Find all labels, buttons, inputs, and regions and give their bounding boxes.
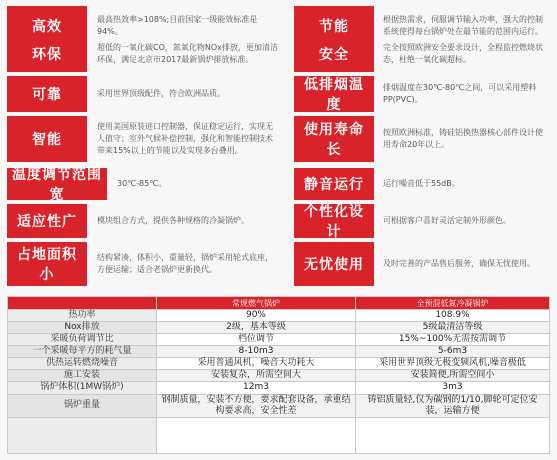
feature-description: 模块组合方式，提供各种规格的冷凝锅炉。 xyxy=(97,216,249,225)
feature-label: 适应性广 xyxy=(7,204,87,238)
table-header-cell: 常规燃气锅炉 xyxy=(157,297,356,310)
feature-label: 可靠 xyxy=(7,76,87,112)
table-row xyxy=(8,322,550,334)
row-label: 施工安装 xyxy=(8,370,157,382)
feature-description: 按照欧洲标准，铸硅铝换热器核心部件设计使用寿命20年以上。 xyxy=(383,128,543,149)
table-cell xyxy=(356,417,550,453)
table-cell: 12m3 xyxy=(157,382,356,394)
feature-label: 智能 xyxy=(7,116,87,162)
feature-label: 使用寿命长 xyxy=(294,116,374,162)
table-row xyxy=(8,382,550,394)
table-cell: 铸铝质量轻,仅为碳钢的1/10,脚轮可定位安装，运输方便 xyxy=(356,394,550,417)
table-cell: 安装简便,所需空间小 xyxy=(356,370,550,382)
table-row xyxy=(8,417,550,453)
feature-description: 排烟温度在30℃-80℃之间，可以采用塑料PP(PVC)。 xyxy=(383,83,537,104)
comparison-table xyxy=(7,296,550,454)
feature-label: 高效 xyxy=(7,6,87,46)
table-cell: 采用普通风机，噪音大功耗大 xyxy=(157,358,356,370)
table-cell: 90% xyxy=(157,310,356,322)
row-label: 一个采暖每平方的耗气量 xyxy=(8,346,157,358)
feature-description: 结构紧凑，体积小，重量轻，锅炉采用轮式底座，方便运输；适合老锅炉更新换代。 xyxy=(97,253,273,274)
feature-label: 占地面积小 xyxy=(7,242,87,286)
feature-description: 可根据客户喜好灵活定制外形颜色。 xyxy=(383,216,511,225)
table-cell: 2级，基本等级 xyxy=(157,322,356,334)
feature-row xyxy=(7,76,550,112)
feature-row xyxy=(7,204,550,238)
feature-label: 无忧使用 xyxy=(294,242,374,286)
feature-label: 温度调节范围宽 xyxy=(7,168,107,200)
row-label xyxy=(8,417,157,453)
feature-row xyxy=(7,36,550,72)
feature-description: 30℃-85℃。 xyxy=(117,179,167,188)
row-label: 锅炉体积(1MW锅炉) xyxy=(8,382,157,394)
table-cell: 108.9% xyxy=(356,310,550,322)
table-row xyxy=(8,346,550,358)
table-cell: 8-10m3 xyxy=(157,346,356,358)
table-row xyxy=(8,394,550,417)
feature-row xyxy=(7,167,550,203)
feature-row xyxy=(7,242,550,286)
feature-label: 个性化设计 xyxy=(294,204,374,238)
row-label: 供热运转燃烧噪音 xyxy=(8,358,157,370)
table-row xyxy=(8,310,550,322)
row-label: 采暖负荷调节比 xyxy=(8,334,157,346)
table-row xyxy=(8,334,550,346)
feature-label: 节能 xyxy=(294,6,374,46)
feature-description: 完全按照欧洲安全要求设计，全程监控燃烧状态，杜绝一氧化碳超标。 xyxy=(383,43,543,64)
feature-description: 采用世界顶级配件，符合欧洲品质。 xyxy=(97,89,225,98)
feature-row xyxy=(7,116,550,162)
feature-description: 运行噪音低于55dB。 xyxy=(383,179,460,188)
row-label: 锅炉重量 xyxy=(8,394,157,417)
table-cell: 采用世界顶级无极变频风机,噪音极低 xyxy=(356,358,550,370)
table-header-row xyxy=(8,297,550,310)
table-cell: 安装复杂，所需空间大 xyxy=(157,370,356,382)
table-cell: 3m3 xyxy=(356,382,550,394)
feature-label: 低排烟温度 xyxy=(294,76,374,112)
row-label: 热功率 xyxy=(8,310,157,322)
table-cell: 5-6m3 xyxy=(356,346,550,358)
table-cell: 5级最清洁等级 xyxy=(356,322,550,334)
feature-description: 超低的一氧化碳CO，氮氧化物NOx排放，更加清洁环保，满足北京市2017最新锅炉排放标准。 xyxy=(97,43,278,64)
table-header-corner xyxy=(8,297,157,310)
table-cell: 钢制质量，安装不方便，要求配套设备，承重结构要求高，安全性差 xyxy=(157,394,356,417)
feature-label: 环保 xyxy=(7,36,87,72)
table-cell: 15%~100%无需按需调节 xyxy=(356,334,550,346)
feature-description: 使用美国原装进口控制器，保证稳定运行，实现无人值守；室外气候补偿控制，强化和智能控制技术带来15%以上的节能以及实现多台叠用。 xyxy=(97,122,273,155)
row-label: Nox排放 xyxy=(8,322,157,334)
feature-description: 最高热效率>108%;目前国家一级能效标准是94%。 xyxy=(97,15,258,36)
table-row xyxy=(8,370,550,382)
table-header-cell: 全预混低氮冷凝锅炉 xyxy=(356,297,550,310)
feature-label: 安全 xyxy=(294,36,374,72)
feature-description: 根据热需求，伺服调节输入功率，强大的控制系统使得每台锅炉处在最节能的范围内运行。 xyxy=(383,15,543,36)
feature-label: 静音运行 xyxy=(294,168,374,200)
table-cell: 档位调节 xyxy=(157,334,356,346)
table-row xyxy=(8,358,550,370)
table-cell xyxy=(157,417,356,453)
feature-description: 及时完善的产品售后服务，确保无忧使用。 xyxy=(383,259,535,268)
